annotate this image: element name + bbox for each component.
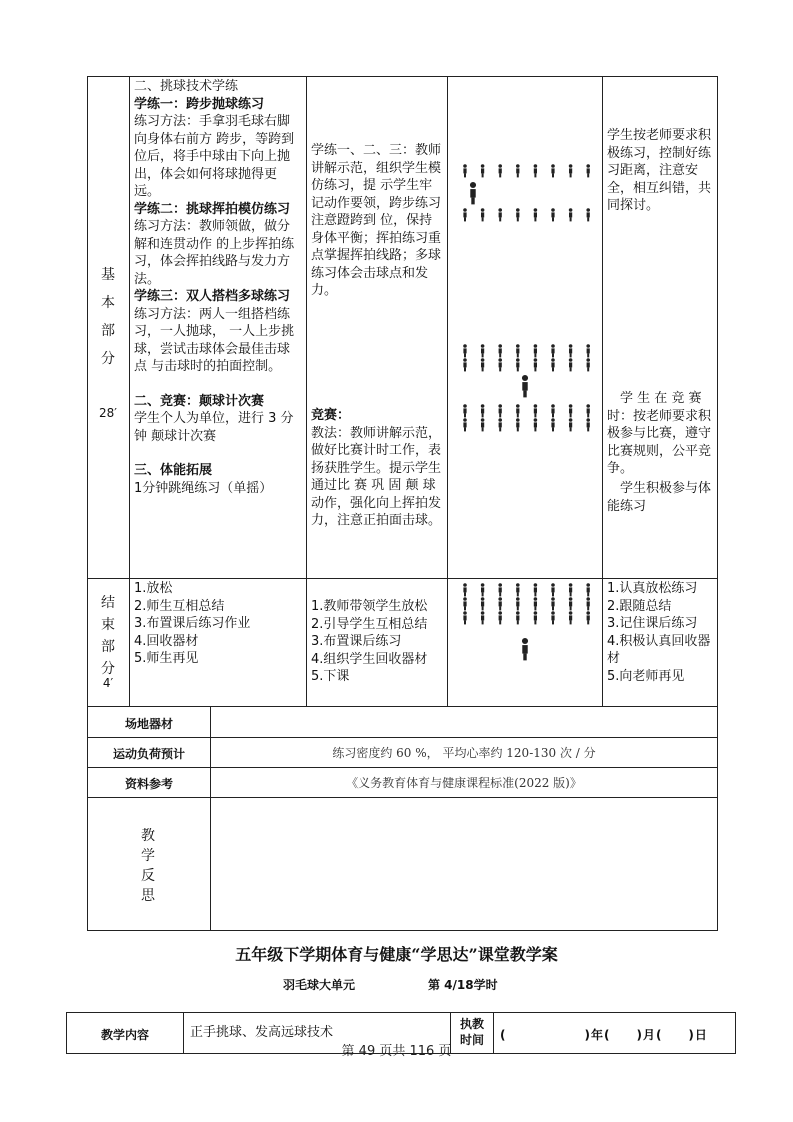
unit-name: 羽毛球大单元 bbox=[283, 978, 356, 992]
basic-student-competition: 学 生 在 竞 赛时：按老师要求积极参与比赛，遵守比赛规则，公平竞争。 bbox=[607, 391, 712, 476]
student-figure bbox=[481, 583, 485, 596]
student-figure bbox=[569, 344, 573, 357]
end-content-list bbox=[134, 580, 302, 668]
list-item: 5.下课 bbox=[311, 669, 350, 684]
list-item: 2.跟随总结 bbox=[607, 598, 672, 614]
student-figure bbox=[551, 597, 555, 610]
content-value: 正手挑球、发高远球技术 bbox=[190, 1025, 334, 1040]
student-figure bbox=[586, 164, 590, 177]
list-item: 4.积极认真回收器材 bbox=[607, 633, 711, 666]
student-figure bbox=[534, 344, 538, 357]
student-figure bbox=[463, 358, 467, 371]
list-item: 1.放松 bbox=[134, 581, 173, 596]
basic-label-char: 分 bbox=[101, 351, 115, 367]
end-label-char: 束 bbox=[101, 617, 115, 633]
teacher-figure bbox=[470, 182, 476, 204]
content-paragraph: 练习方法：两人一组搭档练习，一人抛球， 一人上步挑球，尝试击球体会最佳击球点 与击球时的拍面控制。 bbox=[134, 306, 295, 374]
basic-content bbox=[134, 78, 302, 497]
time-value: ( )年( )月( )日 bbox=[500, 1028, 708, 1042]
teacher-figure bbox=[522, 638, 528, 660]
student-figure bbox=[498, 597, 502, 610]
time-label-line: 执教 bbox=[459, 1017, 484, 1031]
student-figure bbox=[534, 583, 538, 596]
student-figure bbox=[481, 404, 485, 417]
reflection-label-char: 教 bbox=[141, 828, 155, 844]
student-figure bbox=[498, 344, 502, 357]
lesson-period: 第 4/18学时 bbox=[428, 978, 498, 992]
content-paragraph: 学生个人为单位，进行 3 分钟 颠球计次赛 bbox=[134, 411, 294, 444]
student-figure bbox=[481, 597, 485, 610]
list-item: 2.师生互相总结 bbox=[134, 598, 225, 614]
basic-student-fitness: 学生积极参与体能练习 bbox=[607, 481, 712, 514]
content-paragraph: 1分钟跳绳练习（单摇） bbox=[134, 480, 273, 496]
page-footer: 第 49 页共 116 页 bbox=[341, 1044, 452, 1059]
student-figure bbox=[481, 208, 485, 221]
student-figure bbox=[551, 358, 555, 371]
content-heading: 学练二：挑球挥拍模仿练习 bbox=[134, 201, 291, 217]
student-figure bbox=[463, 164, 467, 177]
student-figure bbox=[463, 208, 467, 221]
formation-diagram-end bbox=[448, 579, 602, 706]
list-item: 4.回收器材 bbox=[134, 633, 199, 649]
student-figure bbox=[534, 404, 538, 417]
basic-student-practice: 学生按老师要求积极练习，控制好练习距离，注意安全，相互纠错，共同探讨。 bbox=[607, 128, 712, 213]
student-figure bbox=[586, 344, 590, 357]
end-duration: 4′ bbox=[102, 676, 114, 690]
reference-label: 资料参考 bbox=[124, 777, 173, 791]
student-figure bbox=[498, 583, 502, 596]
list-item: 1.认真放松练习 bbox=[607, 581, 698, 596]
list-item: 1.教师带领学生放松 bbox=[311, 599, 428, 614]
content-heading: 二、竞赛：颠球计次赛 bbox=[134, 393, 265, 409]
list-item: 3.布置课后练习作业 bbox=[134, 616, 251, 631]
content-heading: 学练三：双人搭档多球练习 bbox=[134, 289, 291, 304]
student-figure bbox=[481, 358, 485, 371]
competition-teacher-method bbox=[311, 407, 442, 530]
student-figure bbox=[498, 611, 502, 624]
student-figure bbox=[551, 164, 555, 177]
student-figure bbox=[551, 404, 555, 417]
student-figure bbox=[481, 164, 485, 177]
content-paragraph: 练习方法：手拿羽毛球右脚向身体右前方 跨步，等跨到位后，将手中球由下向上抛出，体会如何将球抛得更远。 bbox=[134, 114, 295, 199]
end-label-char: 分 bbox=[101, 661, 115, 677]
student-figure bbox=[534, 358, 538, 371]
student-figure bbox=[534, 418, 538, 431]
student-figure bbox=[569, 583, 573, 596]
list-item: 5.师生再见 bbox=[134, 651, 199, 666]
student-figure bbox=[463, 611, 467, 624]
student-figure bbox=[516, 404, 520, 417]
student-figure bbox=[586, 611, 590, 624]
reflection-label-char: 学 bbox=[141, 848, 155, 864]
student-figure bbox=[586, 597, 590, 610]
student-figure bbox=[463, 597, 467, 610]
load-label: 运动负荷预计 bbox=[112, 747, 185, 761]
formation-diagram-basic bbox=[448, 77, 602, 578]
student-figure bbox=[551, 418, 555, 431]
end-label-char: 结 bbox=[101, 595, 115, 611]
student-figure bbox=[534, 597, 538, 610]
teacher-figure bbox=[522, 375, 528, 397]
basic-label-char: 部 bbox=[101, 323, 115, 339]
student-figure bbox=[551, 344, 555, 357]
student-figure bbox=[498, 164, 502, 177]
content-paragraph: 二、挑球技术学练 bbox=[134, 79, 239, 94]
student-figure bbox=[534, 611, 538, 624]
competition-teacher-title: 竞赛： bbox=[311, 408, 351, 423]
content-paragraph: 练习方法：教师领做，做分解和连贯动作 的上步挥拍练习，体会挥拍线路与发力方法。 bbox=[134, 219, 295, 287]
list-item: 3.记住课后练习 bbox=[607, 616, 698, 631]
student-figure bbox=[569, 358, 573, 371]
list-item: 5.向老师再见 bbox=[607, 668, 685, 684]
student-figure bbox=[498, 358, 502, 371]
list-item: 3.布置课后练习 bbox=[311, 634, 402, 649]
student-figure bbox=[534, 208, 538, 221]
student-figure bbox=[463, 344, 467, 357]
student-figure bbox=[463, 404, 467, 417]
student-figure bbox=[569, 597, 573, 610]
student-figure bbox=[516, 611, 520, 624]
lesson-title: 五年级下学期体育与健康“学思达”课堂教学案 bbox=[235, 945, 558, 964]
student-figure bbox=[569, 164, 573, 177]
competition-teacher-text: 教法：教师讲解示范，做好比赛计时工作，表 扬获胜学生。提示学生通过比 赛 巩 固 颠 球 动作，强化向上挥拍发力，注意正拍面击球。 bbox=[311, 425, 442, 528]
student-figure bbox=[551, 611, 555, 624]
student-figure bbox=[516, 418, 520, 431]
student-figure bbox=[586, 208, 590, 221]
basic-teacher-method: 学练一、二、三：教师讲解示范，组织学生模仿练习，提 示学生牢记动作要领，跨步练习注意蹬跨到 位，保持身体平衡；挥拍练习重点掌握挥拍线路；多球练习体会击球点和发力。 bbox=[311, 143, 442, 298]
student-figure bbox=[463, 583, 467, 596]
student-figure bbox=[498, 418, 502, 431]
student-figure bbox=[481, 611, 485, 624]
content-heading: 三、体能拓展 bbox=[134, 463, 213, 478]
end-student-list bbox=[607, 580, 715, 685]
student-figure bbox=[481, 418, 485, 431]
basic-duration: 28′ bbox=[99, 406, 117, 420]
student-figure bbox=[516, 583, 520, 596]
student-figure bbox=[569, 418, 573, 431]
student-figure bbox=[569, 404, 573, 417]
content-label: 教学内容 bbox=[100, 1028, 149, 1042]
student-figure bbox=[516, 344, 520, 357]
student-figure bbox=[481, 344, 485, 357]
load-value: 练习密度约 60 %， 平均心率约 120-130 次 / 分 bbox=[332, 746, 596, 760]
reflection-label-char: 反 bbox=[141, 868, 155, 884]
list-item: 2.引导学生互相总结 bbox=[311, 616, 428, 632]
student-figure bbox=[534, 164, 538, 177]
student-figure bbox=[551, 208, 555, 221]
student-figure bbox=[569, 611, 573, 624]
student-figure bbox=[516, 358, 520, 371]
student-figure bbox=[516, 597, 520, 610]
student-figure bbox=[516, 208, 520, 221]
student-figure bbox=[516, 164, 520, 177]
student-figure bbox=[586, 358, 590, 371]
list-item: 4.组织学生回收器材 bbox=[311, 651, 428, 667]
end-label-char: 部 bbox=[101, 639, 115, 655]
time-label-line: 时间 bbox=[459, 1033, 484, 1047]
venue-label: 场地器材 bbox=[124, 717, 173, 731]
student-figure bbox=[586, 418, 590, 431]
reflection-label-char: 思 bbox=[141, 888, 155, 904]
reference-value: 《义务教育体育与健康课程标准(2022 版)》 bbox=[346, 776, 582, 790]
student-figure bbox=[463, 418, 467, 431]
basic-label-char: 本 bbox=[101, 295, 115, 311]
end-teacher-list bbox=[311, 598, 445, 686]
basic-label-char: 基 bbox=[101, 267, 115, 283]
student-figure bbox=[586, 583, 590, 596]
student-figure bbox=[551, 583, 555, 596]
student-figure bbox=[569, 208, 573, 221]
student-figure bbox=[498, 208, 502, 221]
content-heading: 学练一：跨步抛球练习 bbox=[134, 96, 265, 112]
student-figure bbox=[586, 404, 590, 417]
student-figure bbox=[498, 404, 502, 417]
